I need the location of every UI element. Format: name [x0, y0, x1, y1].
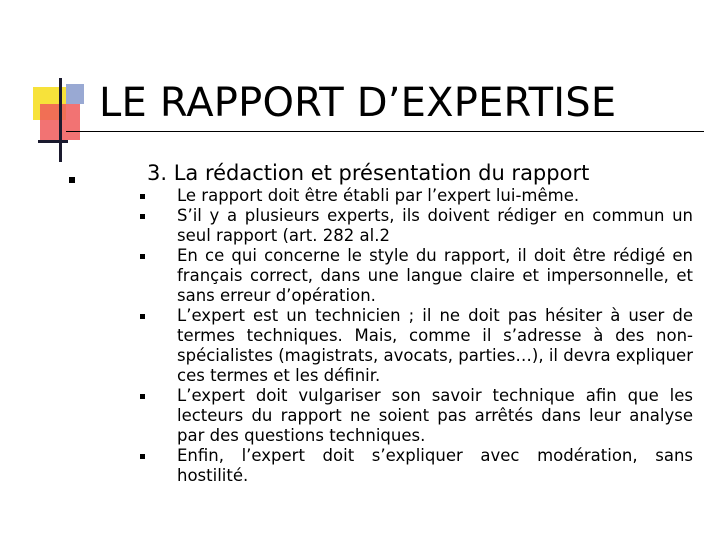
list-item-text: L’expert est un technicien ; il ne doit pas hésiter à user de termes techniques. Mais, comme il s’adresse à des non-spécialistes (magistrats, avocats, parties…), il devra expliquer ces termes et les définir.: [177, 306, 693, 385]
list-item-text: En ce qui concerne le style du rapport, il doit être rédigé en français correct, dans une langue claire et impersonnelle, et sans erreur d’opération.: [177, 246, 693, 305]
list-item: [137, 306, 693, 386]
bullet-square-icon: [140, 394, 145, 399]
bullet-square-icon: [140, 254, 145, 259]
list-item: [137, 186, 693, 206]
bullet-square-icon: [69, 177, 75, 183]
list-item: [137, 446, 693, 486]
list-item: [137, 206, 693, 246]
list-item-text: Le rapport doit être établi par l’expert lui-même.: [177, 186, 580, 205]
bullet-list: [137, 186, 693, 486]
section-heading: 3. La rédaction et présentation du rapport: [147, 161, 590, 185]
decor-blue-square: [66, 84, 84, 104]
list-item: [137, 246, 693, 306]
list-item-text: L’expert doit vulgariser son savoir technique afin que les lecteurs du rapport ne soient pas arrêtés dans leur analyse par des questions techniques.: [177, 386, 693, 445]
bullet-square-icon: [140, 194, 145, 199]
list-item-text: S’il y a plusieurs experts, ils doivent rédiger en commun un seul rapport (art. 282 al.2: [177, 206, 693, 245]
list-item: [137, 386, 693, 446]
bullet-square-icon: [140, 214, 145, 219]
decor-horizontal-line: [38, 140, 68, 143]
list-item-text: Enfin, l’expert doit s’expliquer avec modération, sans hostilité.: [177, 446, 693, 485]
decor-vertical-line: [59, 78, 62, 162]
bullet-square-icon: [140, 454, 145, 459]
title-rule: [66, 131, 704, 132]
bullet-square-icon: [140, 314, 145, 319]
slide-title: LE RAPPORT D’EXPERTISE: [99, 80, 617, 126]
